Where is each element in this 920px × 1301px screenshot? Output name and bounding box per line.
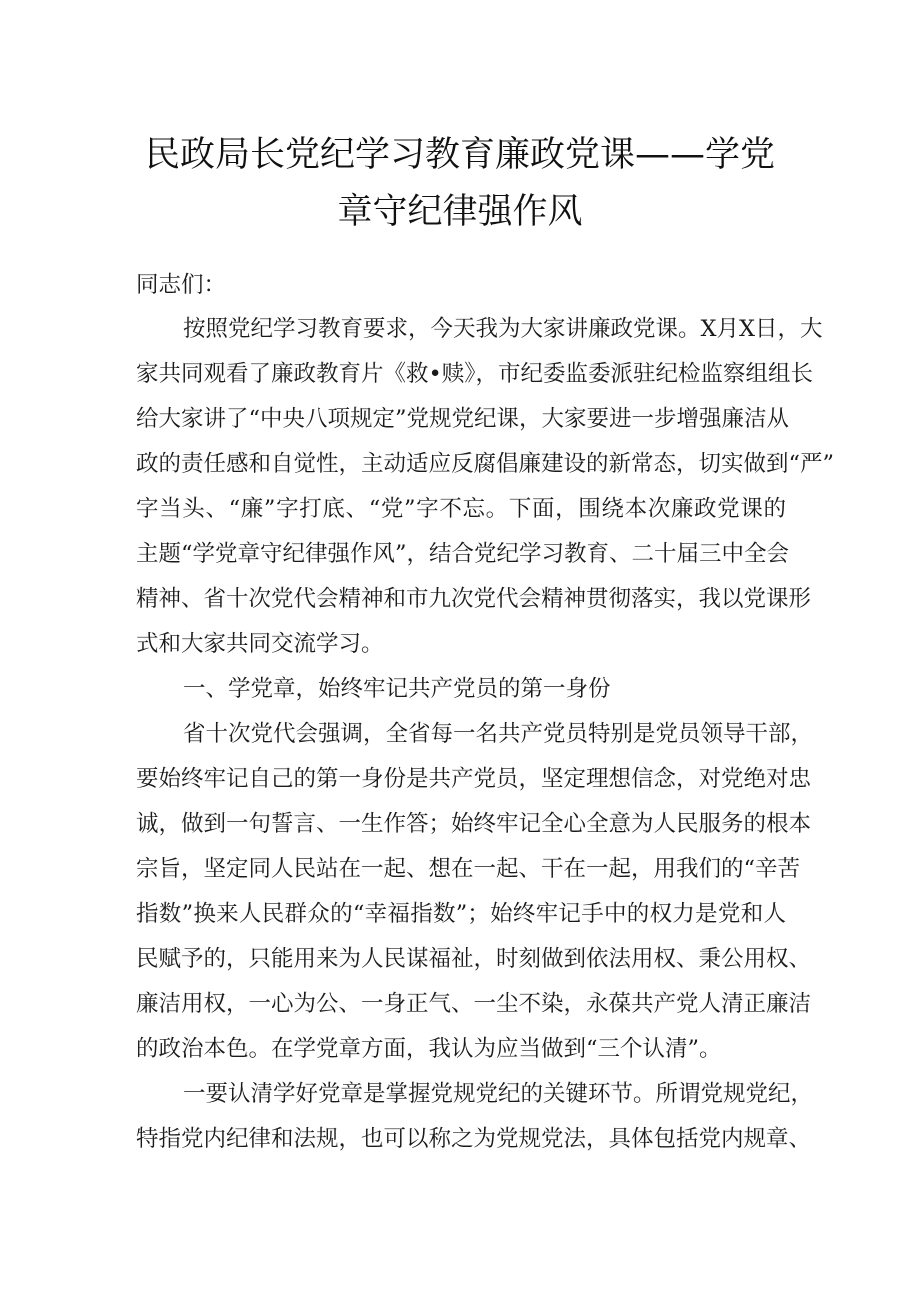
salutation: 同志们： xyxy=(136,272,227,298)
paragraph-line: 诚，做到一句誓言、一生作答；始终牢记全心全意为人民服务的根本 xyxy=(136,811,812,837)
document-title-line-2: 章守纪律强作风 xyxy=(337,192,583,232)
section-heading: 一、学党章，始终牢记共产党员的第一身份 xyxy=(183,676,611,702)
paragraph-line: 廉洁用权，一心为公、一身正气、一尘不染，永葆共产党人清正廉洁 xyxy=(136,991,812,1017)
paragraph-line: 字当头、“廉”字打底、“党”字不忘。下面，围绕本次廉政党课的 xyxy=(136,496,786,522)
paragraph-line: 特指党内纪律和法规，也可以称之为党规党法，具体包括党内规章、 xyxy=(136,1126,812,1152)
paragraph-line: 的政治本色。在学党章方面，我认为应当做到“三个认清”。 xyxy=(136,1036,722,1062)
paragraph-line: 家共同观看了廉政教育片《救•赎》，市纪委监委派驻纪检监察组组长 xyxy=(136,361,814,387)
paragraph-line: 式和大家共同交流学习。 xyxy=(136,631,384,657)
document-title-line-1: 民政局长党纪学习教育廉政党课——学党 xyxy=(144,135,775,175)
paragraph-line: 给大家讲了“中央八项规定”党规党纪课，大家要进一步增强廉洁从 xyxy=(136,406,790,432)
paragraph-line: 宗旨，坚定同人民站在一起、想在一起、干在一起，用我们的“辛苦 xyxy=(136,856,801,882)
paragraph-line: 指数”换来人民群众的“幸福指数”；始终牢记手中的权力是党和人 xyxy=(136,901,786,927)
paragraph-line: 一要认清学好党章是掌握党规党纪的关键环节。所谓党规党纪， xyxy=(183,1081,814,1107)
paragraph-line: 精神、省十次党代会精神和市九次党代会精神贯彻落实，我以党课形 xyxy=(136,586,812,612)
paragraph-line: 按照党纪学习教育要求，今天我为大家讲廉政党课。X月X日，大 xyxy=(183,316,823,342)
paragraph-line: 民赋予的，只能用来为人民谋福祉，时刻做到依法用权、秉公用权、 xyxy=(136,946,812,972)
paragraph-line: 要始终牢记自己的第一身份是共产党员，坚定理想信念，对党绝对忠 xyxy=(136,766,812,792)
paragraph-line: 主题“学党章守纪律强作风”，结合党纪学习教育、二十届三中全会 xyxy=(136,541,790,567)
paragraph-line: 省十次党代会强调，全省每一名共产党员特别是党员领导干部， xyxy=(183,721,814,747)
paragraph-line: 政的责任感和自觉性，主动适应反腐倡廉建设的新常态，切实做到“严” xyxy=(136,451,835,477)
